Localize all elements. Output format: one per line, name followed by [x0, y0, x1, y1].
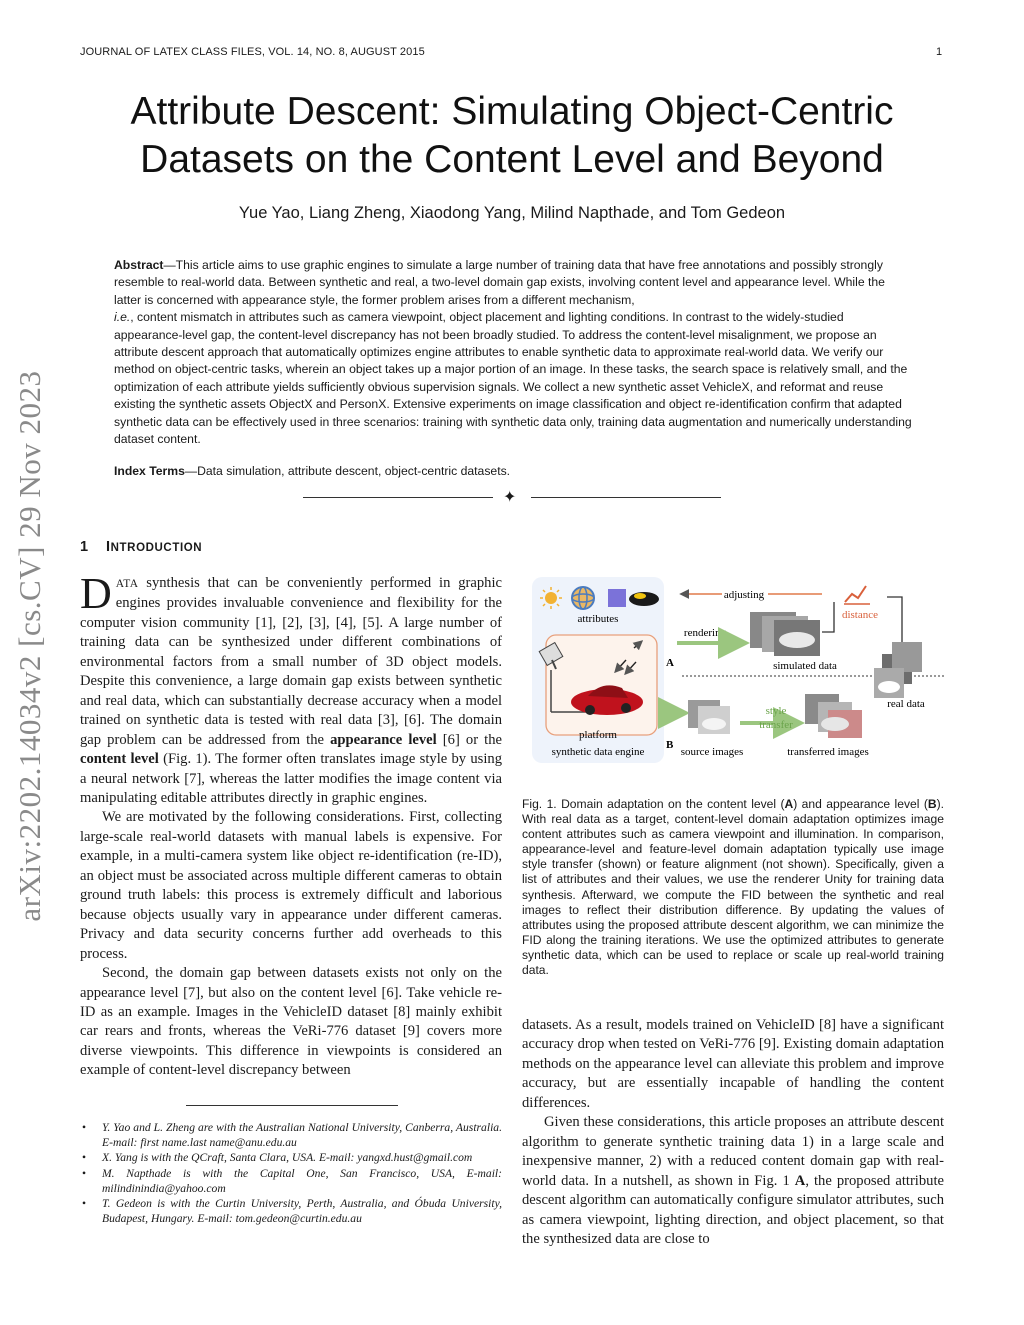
footnotes — [80, 1120, 502, 1226]
globe-icon — [572, 587, 594, 609]
footnote-text: T. Gedeon is with the Curtin University, Perth, Australia, and Óbuda University, Budapest, Hungary. E-mail: tom.gedeon@curtin.edu.au — [102, 1197, 502, 1226]
left-column-text — [80, 569, 502, 1081]
transferred-images — [805, 694, 862, 738]
fig-label-style-2: transfer — [759, 719, 793, 731]
right-paragraph-2-a: Given these considerations, this article proposes an attribute descent algorithm to generate synthetic training data 1) in a large scale and inexpensive manner, 2) with a reduced content domain gap with real-world data. In a nutshell, as shown in Fig. 1 — [522, 1114, 944, 1189]
fig-label-rendering: rendering — [683, 627, 727, 639]
arxiv-stamp — [10, 348, 50, 943]
footnote-item — [80, 1166, 502, 1196]
fig-label-attributes: attributes — [577, 613, 619, 625]
simulated-images — [750, 612, 820, 656]
right-column-text — [522, 1016, 944, 1249]
bullet-icon: • — [82, 1151, 87, 1165]
fig-label-adjusting: adjusting — [723, 589, 765, 601]
divider-diamond-icon: ✦ — [503, 489, 517, 506]
section-title-rest: NTRODUCTION — [110, 542, 203, 554]
fig-label-real: real data — [887, 698, 925, 710]
abstract-label: Abstract — [114, 258, 164, 272]
divider-left — [303, 497, 493, 498]
right-paragraph-2-bold: A — [794, 1172, 806, 1189]
fig-label-distance: distance — [841, 609, 879, 621]
title-line-1: Attribute Descent: Simulating Object-Centric — [130, 90, 894, 133]
page-number: 1 — [936, 46, 943, 58]
caption-lead: Fig. 1. — [522, 797, 557, 811]
bullet-icon: • — [82, 1121, 87, 1134]
caption-A: A — [784, 797, 794, 811]
paragraph-1-c: (Fig. 1). The former often translates image style by using a neural network [7], whereas the latter modifies the image content via manipulating editable attributes directly in graphic engines. — [80, 751, 502, 806]
index-terms-text: —Data simulation, attribute descent, object-centric datasets. — [184, 464, 511, 478]
paragraph-1 — [80, 569, 502, 808]
figure-1 — [522, 572, 944, 767]
abstract — [114, 257, 912, 448]
fig-label-engine: synthetic data engine — [551, 746, 645, 758]
caption-t1: Domain adaptation on the content level ( — [556, 797, 785, 811]
footnote-item — [80, 1150, 502, 1165]
author-list: Yue Yao, Liang Zheng, Xiaodong Yang, Milind Napthade, and Tom Gedeon — [238, 204, 786, 222]
footnote-text: Y. Yao and L. Zheng are with the Australian National University, Canberra, Australia. E-mail: first name.last name@anu.edu.au — [102, 1121, 502, 1150]
title-line-2: Datasets on the Content Level and Beyond — [140, 138, 884, 181]
right-paragraph-1: datasets. As a result, models trained on VehicleID [8] have a significant accuracy drop when tested on VeRi-776 [9]. Existing domain adaptation methods on the appearance level can alleviate this problem and improve accuracy, but are essentially incapable of handling the content differences. — [522, 1017, 944, 1111]
fig-label-B: B — [666, 739, 674, 751]
paragraph-1-a: synthesis that can be conveniently performed in graphic engines provides invaluable convenience and flexibility for the computer vision community [1], [2], [3], [4], [5]. A large number of training data can be synthesized under different combinations of environmental factors from a small number of 3D object models. Despite this convenience, a large domain gap exists between synthetic and real data, which can substantially decrease accuracy when a model trained on synthetic data is tested with real data [3], [6]. The domain gap problem can be addressed from the — [80, 575, 502, 748]
simulated-to-distance-line — [822, 602, 834, 632]
car-thumb-icon — [629, 592, 659, 606]
term-appearance-level: appearance level — [330, 731, 437, 748]
arxiv-stamp-text: arXiv:2202.14034v2 [cs.CV] 29 Nov 2023 — [12, 369, 47, 922]
paragraph-2: We are motivated by the following considerations. First, collecting large-scale real-world datasets with manual labels is expensive. For example, in a multi-camera system like object re-identification (re-ID), an object must be associated across multiple different cameras to obtain ground truth labels: this process is extremely difficult and laborious because objects usually vary in appearance under different cameras. Privacy and data security concerns further add overheads to this process. — [80, 809, 502, 962]
figure-1-diagram — [522, 572, 944, 767]
bullet-icon: • — [82, 1197, 87, 1211]
figure-caption — [522, 797, 944, 978]
abstract-ie: i.e. — [114, 310, 131, 325]
term-content-level: content level — [80, 751, 159, 768]
index-terms-label: Index Terms — [114, 464, 185, 478]
caption-B: B — [927, 797, 937, 811]
footnote-rule — [186, 1105, 398, 1106]
bullet-icon: • — [82, 1166, 87, 1180]
fig-label-transferred: transferred images — [787, 746, 869, 758]
abstract-text-a: —This article aims to use graphic engines to simulate a large number of training data that have free annotations and possibly strongly resemble to real-world data. Between synthetic and real, a two-level domain gap exists, involving content level and appearance level. While the latter is concerned with appearance style, the former problem arises from a different mechanism, — [114, 258, 885, 307]
footnote-text: M. Napthade is with the Capital One, San Francisco, USA, E-mail: milindinindia@yahoo.com — [102, 1166, 502, 1195]
section-number: 1 — [80, 539, 89, 555]
paragraph-3: Second, the domain gap between datasets exists not only on the appearance level [7], but also on the content level [6]. Take vehicle re-ID as an example. Images in the VehicleID dataset [8] mainly exhibit car rears and fronts, whereas the VeRi-776 dataset [9] covers more diverse viewpoints. This difference in viewpoints is considered an example of content-level discrepancy between — [80, 965, 502, 1079]
dropcap: D — [80, 569, 112, 618]
footnote-item — [80, 1120, 502, 1150]
running-header: JOURNAL OF LATEX CLASS FILES, VOL. 14, NO. 8, AUGUST 2015 — [80, 46, 425, 58]
paper-title — [90, 88, 934, 184]
fig-label-platform: platform — [579, 729, 617, 741]
caption-t2: ) and appearance level ( — [793, 797, 928, 811]
fig-label-A: A — [666, 657, 674, 669]
right-paragraph-2-b: , the proposed attribute descent algorithm can automatically configure simulator attributes, such as camera viewpoint, lighting direction, and object placement, so that the synthesized data are close to — [522, 1172, 944, 1247]
distance-chart-icon — [844, 586, 870, 604]
footnote-item — [80, 1196, 502, 1226]
source-images — [688, 700, 730, 734]
footnote-text: X. Yang is with the QCraft, Santa Clara, USA. E-mail: yangxd.hust@gmail.com — [102, 1151, 473, 1165]
caption-t3: ). With real data as a target, content-level domain adaptation optimizes image content attributes such as camera viewpoint and illumination. In comparison, appearance-level and feature-level domain adaptation typically use image style transfer (shown) or feature alignment (not shown). Specifically, given a list of attributes and their values, we use the renderer Unity for training data synthesis. Afterward, we compute the FID between the synthetic and real images to reflect their distribution difference. By updating the values of attributes using the proposed attribute descent algorithm, we can minimize the FID along the training iterations. We use the optimized attributes to generate synthetic data, which can be used to replace or scale up real-world training data. — [522, 797, 944, 978]
abstract-text-b: , content mismatch in attributes such as camera viewpoint, object placement and lighting conditions. In contrast to the widely-studied appearance-level gap, the content-level discrepancy has not been broadly studied. To address the content-level misalignment, we propose an attribute descent approach that automatically optimizes engine attributes to enable synthetic data to approximate real-world data. We verify our method on object-centric tasks, wherein an object takes up a major portion of an image. In these tasks, the search space is relatively small, and the optimization of each attribute yields sufficiently obvious supervision signals. We collect a new synthetic asset VehicleX, and reformat and reuse existing the synthetic assets ObjectX and PersonX. Extensive experiments on image classification and object re-identification confirm that adapted synthetic data can be effectively used in three scenarios: training with synthetic data only, training data augmentation and numerically understanding dataset content. — [114, 310, 912, 447]
fig-label-simulated: simulated data — [773, 660, 837, 672]
paragraph-1-b: [6] or the — [436, 731, 502, 748]
right-paragraph-2 — [522, 1113, 944, 1249]
fig-label-source: source images — [680, 746, 744, 758]
section-title-initial: I — [106, 539, 111, 555]
section-heading — [80, 539, 502, 555]
dropcap-smallcaps: ATA — [115, 578, 139, 590]
divider-right — [531, 497, 721, 498]
texture-swatch-icon — [608, 589, 626, 607]
platform-area — [546, 635, 657, 735]
real-data-images — [874, 642, 922, 698]
fig-label-style-1: style — [765, 705, 787, 717]
index-terms — [114, 464, 912, 478]
